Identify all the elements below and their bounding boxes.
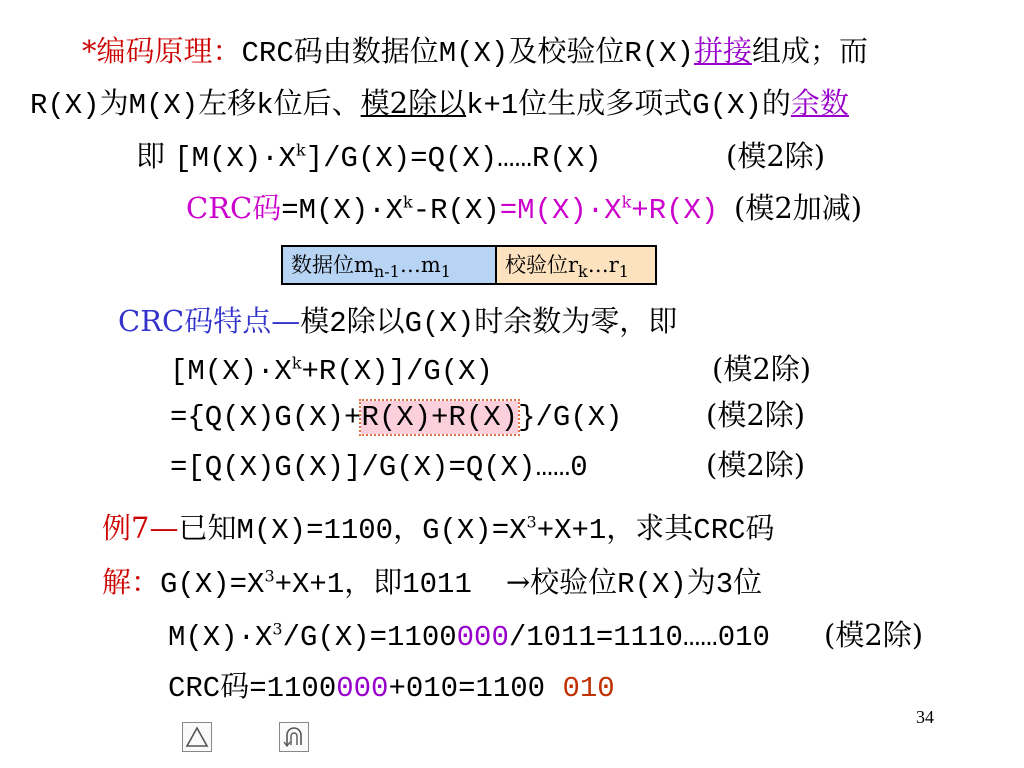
sol3-expr1: CRC码=1100 (168, 672, 337, 705)
page-number: 34 (916, 707, 934, 727)
line-crc-formula (186, 190, 718, 229)
crc-label: CRC码 (186, 191, 282, 225)
sol3-result: 010 (562, 672, 615, 705)
sol2-expr3: /1011=1110……010 (508, 621, 770, 654)
solution-text2: +X+1，即1011 (274, 568, 472, 601)
eq2-expr1: ={Q(X)G(X)+ (170, 401, 362, 434)
line-sol2 (168, 617, 770, 656)
eq2-expr2: }/G(X) (518, 401, 623, 434)
line-solution (102, 564, 762, 603)
example-text1: 已知M(X)=1100，G(X)=X (178, 514, 527, 547)
data-bits-sub2: 1 (440, 262, 451, 282)
check-bits-sub1: k (578, 262, 588, 282)
crc-expr4: +R(X) (631, 194, 719, 227)
nav-return-button[interactable] (279, 722, 309, 752)
nav-up-button[interactable] (182, 722, 212, 752)
sol2-zeros: 000 (456, 621, 509, 654)
line-feature (118, 303, 677, 342)
check-bits-label: 校验位r (505, 253, 579, 277)
crc-sup2: k (621, 192, 632, 212)
eq3-note: (模2除) (706, 448, 806, 482)
solution-text1: G(X)=X (160, 568, 265, 601)
line-example (102, 510, 775, 549)
solution-label: 解： (102, 565, 161, 599)
formula-sup: k (296, 140, 306, 160)
data-bits-sub1: n-1 (373, 262, 400, 282)
example-label: 例7— (102, 511, 179, 545)
crc-expr1: =M(X)·X (281, 194, 404, 227)
crc-note: (模2加减) (734, 191, 863, 225)
crc-expr3: =M(X)·X (499, 194, 622, 227)
principle-text: CRC码由数据位M(X)及校验位R(X) (241, 37, 694, 70)
feature-title: CRC码特点— (118, 304, 301, 338)
check-bits-box (497, 247, 655, 283)
solution-text3: 校验位R(X)为3位 (530, 568, 763, 601)
arrow-icon: → (505, 565, 531, 599)
remainder-text-2: k+1位生成多项式G(X)的 (466, 89, 791, 122)
data-bits-dots: …m (399, 253, 441, 277)
sol2-expr2: /G(X)=1100 (282, 621, 457, 654)
formula-note: (模2除) (726, 139, 826, 173)
triangle-up-icon (185, 725, 209, 749)
crc-frame-diagram (281, 245, 657, 285)
mod2-div-underlined: 模2除以 (360, 86, 467, 120)
formula-expr2: ]/G(X)=Q(X)……R(X) (305, 142, 602, 175)
link-concat[interactable]: 拼接 (693, 34, 752, 68)
data-bits-box (283, 247, 497, 283)
sol3-zeros: 000 (336, 672, 389, 705)
eq1-sup: k (291, 353, 302, 373)
line-principle (82, 33, 868, 72)
eq1-expr2: +R(X)]/G(X) (301, 355, 493, 388)
check-bits-dots: …r (587, 253, 619, 277)
eq3-expr: =[Q(X)G(X)]/G(X)=Q(X)……0 (170, 451, 588, 484)
sol3-expr2: +010=1100 (388, 672, 563, 705)
line-eq1 (170, 351, 493, 390)
highlighted-remainder-sum: R(X)+R(X) (361, 401, 519, 434)
crc-sup1: k (403, 192, 413, 212)
bullet: * (82, 34, 97, 68)
principle-text-end: 组成；而 (751, 34, 868, 68)
example-sup: 3 (526, 512, 537, 532)
line-eq3 (170, 447, 588, 486)
eq1-note: (模2除) (712, 352, 812, 386)
line-sol3 (168, 668, 615, 707)
line-eq2 (170, 397, 623, 436)
link-remainder[interactable]: 余数 (790, 86, 849, 120)
sol2-note: (模2除) (824, 618, 924, 652)
principle-label: 编码原理： (96, 34, 242, 68)
solution-sup: 3 (264, 566, 275, 586)
data-bits-label: 数据位m (291, 253, 374, 277)
remainder-text: R(X)为M(X)左移k位后、 (30, 89, 361, 122)
feature-text: 模2除以G(X)时余数为零，即 (300, 307, 678, 340)
eq1-expr1: [M(X)·X (170, 355, 292, 388)
crc-expr2: -R(X) (412, 194, 500, 227)
eq2-note: (模2除) (706, 398, 806, 432)
line-remainder (30, 85, 849, 124)
example-text2: +X+1，求其CRC码 (536, 514, 775, 547)
formula-expr1: [M(X)·X (174, 142, 297, 175)
return-icon (282, 725, 306, 749)
formula-prefix: 即 (136, 139, 175, 173)
sol2-expr1: M(X)·X (168, 621, 273, 654)
line-division-formula (136, 138, 602, 177)
check-bits-sub2: 1 (618, 262, 629, 282)
sol2-sup: 3 (272, 619, 283, 639)
